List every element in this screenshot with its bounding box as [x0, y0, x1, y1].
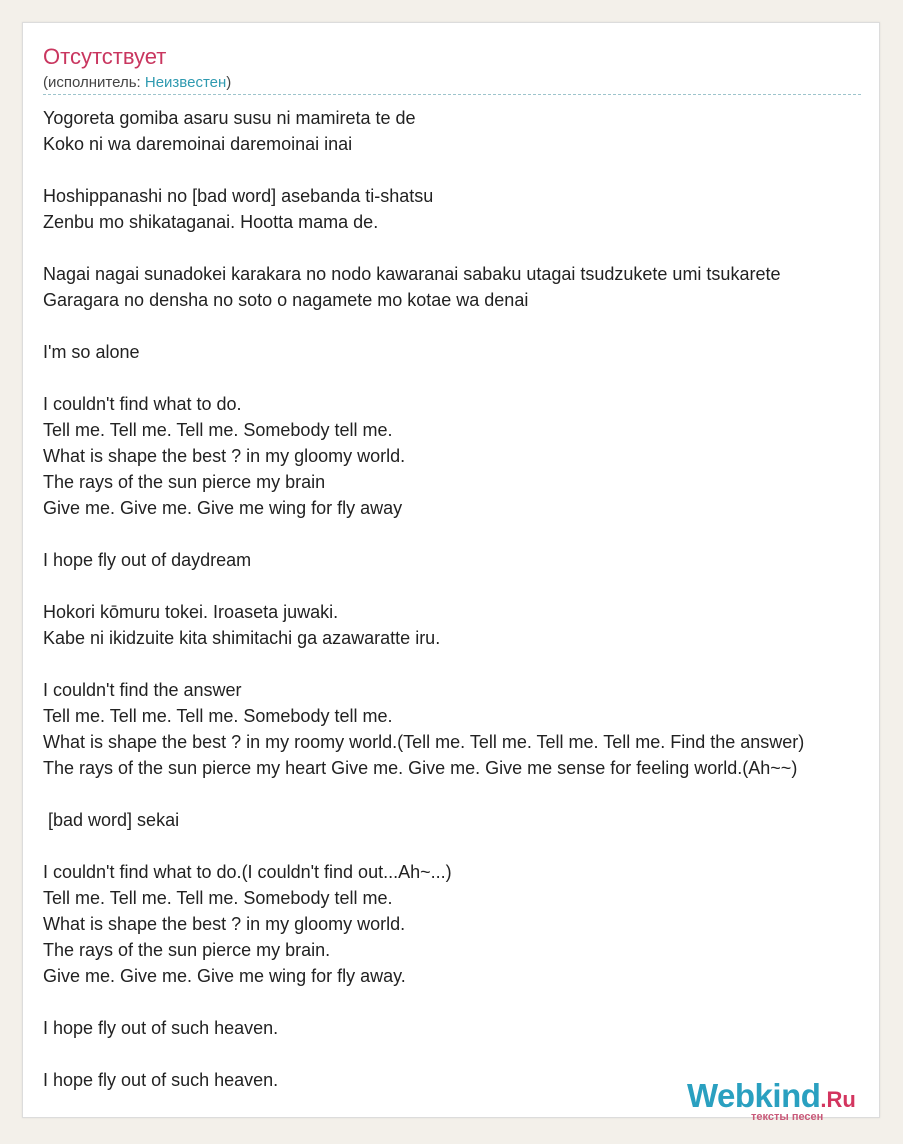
- lyric-line: [43, 521, 883, 547]
- lyric-line: The rays of the sun pierce my brain: [43, 472, 326, 492]
- lyric-line: Kabe ni ikidzuite kita shimitachi ga azawaratte iru.: [43, 628, 441, 648]
- lyrics-text: [43, 105, 883, 1093]
- lyric-line: I hope fly out of daydream: [43, 550, 252, 570]
- logo-tld: .Ru: [820, 1087, 856, 1112]
- lyric-line: Koko ni wa daremoinai daremoinai inai: [43, 134, 353, 154]
- lyric-line: The rays of the sun pierce my brain.: [43, 940, 331, 960]
- artist-link[interactable]: Неизвестен: [144, 74, 227, 91]
- lyric-line: What is shape the best ? in my gloomy world.: [43, 914, 406, 934]
- lyric-line: [43, 573, 883, 599]
- logo-tagline: тексты песен: [751, 1111, 824, 1123]
- lyric-line: [43, 833, 883, 859]
- lyric-line: [43, 989, 883, 1015]
- lyric-line: [43, 781, 883, 807]
- lyric-line: Tell me. Tell me. Tell me. Somebody tell me.: [43, 888, 393, 908]
- lyric-line: Hokori kōmuru tokei. Iroaseta juwaki.: [43, 602, 339, 622]
- lyric-line: [43, 157, 883, 183]
- logo-main-text: Webkind: [687, 1077, 821, 1114]
- lyric-line: Tell me. Tell me. Tell me. Somebody tell me.: [43, 420, 393, 440]
- lyric-line: I hope fly out of such heaven.: [43, 1018, 279, 1038]
- lyric-line: [43, 365, 883, 391]
- artist-prefix: (исполнитель:: [43, 74, 145, 91]
- lyric-line: Give me. Give me. Give me wing for fly away: [43, 498, 403, 518]
- artist-line: [43, 73, 231, 93]
- lyric-line: What is shape the best ? in my gloomy world.: [43, 446, 406, 466]
- lyric-line: Garagara no densha no soto o nagamete mo kotae wa denai: [43, 290, 529, 310]
- lyric-line: [43, 651, 883, 677]
- lyric-line: The rays of the sun pierce my heart Give me. Give me. Give me sense for feeling world.(Ah~~): [43, 758, 798, 778]
- lyric-line: What is shape the best ? in my roomy world.(Tell me. Tell me. Tell me. Tell me. Find the answer): [43, 732, 805, 752]
- lyric-line: [bad word] sekai: [43, 810, 180, 830]
- lyric-line: Nagai nagai sunadokei karakara no nodo kawaranai sabaku utagai tsudzukete umi tsukarete: [43, 264, 781, 284]
- lyrics-card: [22, 22, 880, 1123]
- lyric-line: Tell me. Tell me. Tell me. Somebody tell me.: [43, 706, 393, 726]
- lyric-line: Zenbu mo shikataganai. Hootta mama de.: [43, 212, 379, 232]
- lyric-line: Give me. Give me. Give me wing for fly away.: [43, 966, 406, 986]
- lyric-line: I couldn't find what to do.(I couldn't find out...Ah~...): [43, 862, 452, 882]
- artist-suffix: ): [226, 74, 232, 91]
- webkind-logo[interactable]: [687, 1077, 877, 1123]
- song-title: Отсутствует: [43, 44, 167, 69]
- lyric-line: [43, 313, 883, 339]
- lyric-line: I'm so alone: [43, 342, 140, 362]
- lyric-line: I hope fly out of such heaven.: [43, 1070, 279, 1090]
- title-divider: [43, 94, 861, 95]
- lyric-line: Yogoreta gomiba asaru susu ni mamireta te de: [43, 108, 416, 128]
- lyric-line: [43, 235, 883, 261]
- lyric-line: I couldn't find what to do.: [43, 394, 242, 414]
- lyric-line: I couldn't find the answer: [43, 680, 242, 700]
- lyric-line: Hoshippanashi no [bad word] asebanda ti-shatsu: [43, 186, 434, 206]
- lyric-line: [43, 1041, 883, 1067]
